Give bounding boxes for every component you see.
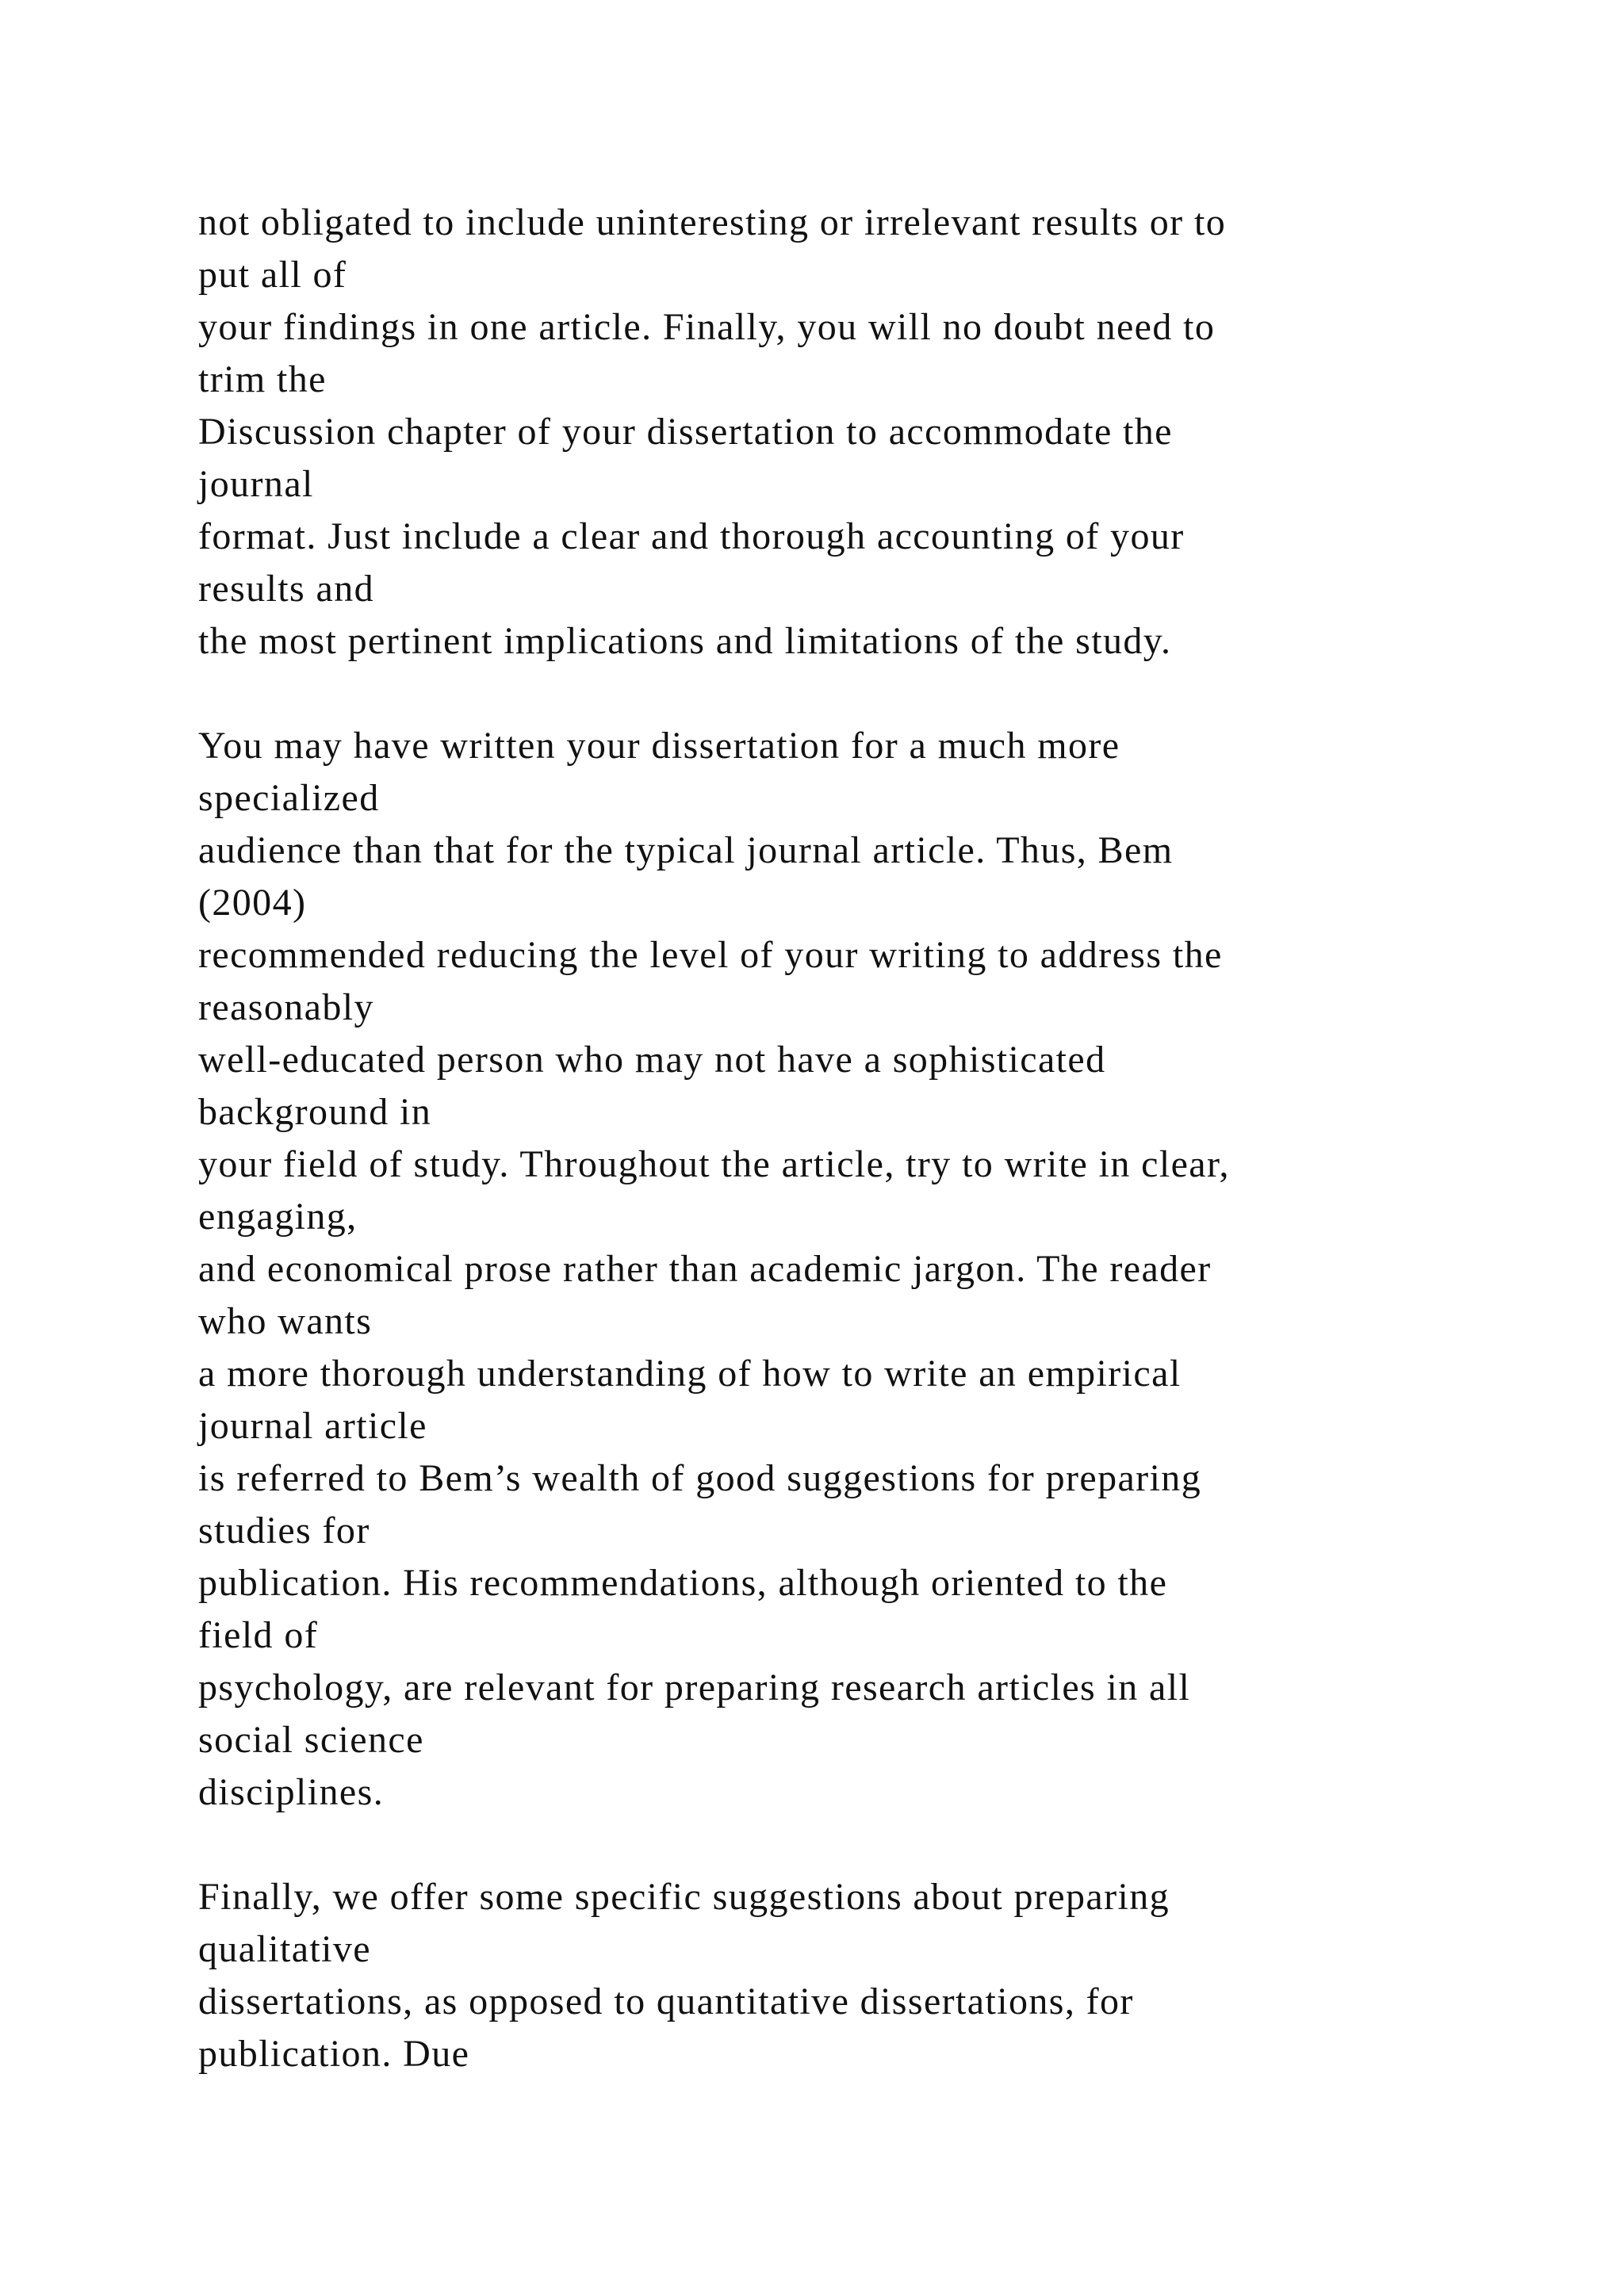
text-line: trim the <box>198 358 327 400</box>
text-line: Discussion chapter of your dissertation to accommodate the <box>198 411 1173 453</box>
text-line: journal <box>198 463 314 505</box>
paragraph-2 <box>198 720 1546 1819</box>
text-line: journal article <box>198 1405 427 1447</box>
paragraph-gap <box>198 1819 1546 1871</box>
text-line: is referred to Bem’s wealth of good suggestions for preparing <box>198 1457 1202 1499</box>
text-line: publication. His recommendations, although oriented to the <box>198 1562 1168 1604</box>
text-line: You may have written your dissertation for a much more <box>198 725 1120 767</box>
text-line: field of <box>198 1614 319 1656</box>
text-line: dissertations, as opposed to quantitative dissertations, for <box>198 1980 1134 2022</box>
body-text <box>198 197 1546 2080</box>
text-line: studies for <box>198 1510 370 1552</box>
paragraph-1 <box>198 197 1546 668</box>
text-line: (2004) <box>198 882 307 924</box>
text-line: Finally, we offer some specific suggestions about preparing <box>198 1876 1170 1918</box>
text-line: a more thorough understanding of how to write an empirical <box>198 1353 1182 1395</box>
text-line: engaging, <box>198 1196 358 1238</box>
text-line: your findings in one article. Finally, you will no doubt need to <box>198 306 1216 348</box>
paragraph-gap <box>198 668 1546 720</box>
text-line: qualitative <box>198 1928 371 1970</box>
text-line: reasonably <box>198 986 374 1028</box>
text-line: recommended reducing the level of your writing to address the <box>198 934 1223 976</box>
paragraph-3 <box>198 1871 1546 2080</box>
text-line: and economical prose rather than academic jargon. The reader <box>198 1248 1212 1290</box>
text-line: not obligated to include uninteresting or irrelevant results or to <box>198 201 1227 243</box>
text-line: social science <box>198 1719 424 1761</box>
text-line: disciplines. <box>198 1771 385 1813</box>
text-line: format. Just include a clear and thorough accounting of your <box>198 515 1185 557</box>
text-line: publication. Due <box>198 2033 470 2075</box>
text-line: the most pertinent implications and limitations of the study. <box>198 620 1172 662</box>
text-line: background in <box>198 1091 432 1133</box>
text-line: well-educated person who may not have a sophisticated <box>198 1039 1106 1081</box>
text-line: audience than that for the typical journal article. Thus, Bem <box>198 829 1174 871</box>
text-line: psychology, are relevant for preparing research articles in all <box>198 1667 1191 1709</box>
text-line: specialized <box>198 777 380 819</box>
text-line: put all of <box>198 254 347 296</box>
text-line: your field of study. Throughout the article, try to write in clear, <box>198 1143 1230 1185</box>
text-line: results and <box>198 568 375 610</box>
text-line: who wants <box>198 1300 373 1342</box>
